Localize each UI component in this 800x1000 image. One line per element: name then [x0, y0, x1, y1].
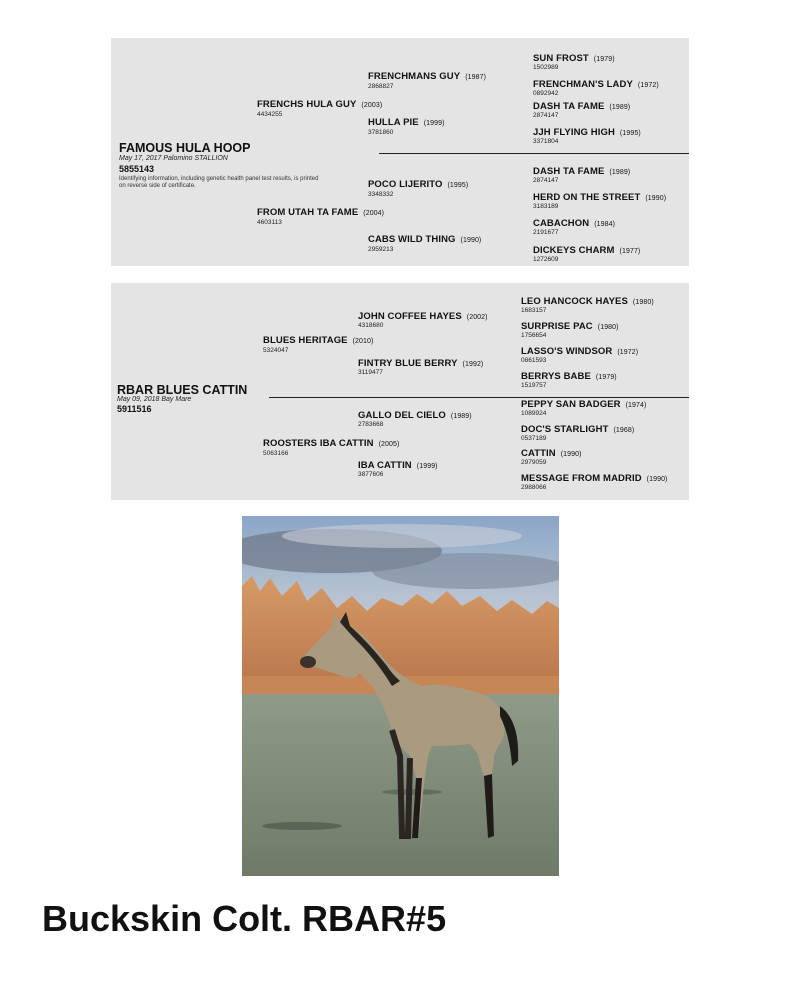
great-grandparent-reg: 2874147 — [533, 177, 559, 184]
great-grandparent-name: DASH TA FAME (1989) — [533, 101, 631, 112]
great-grandparent-reg: 0861593 — [521, 357, 547, 364]
grandparent-reg: 3348332 — [368, 191, 394, 198]
foal-photo — [242, 516, 559, 876]
great-grandparent-name: PEPPY SAN BADGER (1974) — [521, 399, 647, 410]
sire-name: FRENCHS HULA GUY (2003) — [257, 99, 383, 110]
foal-photo-illustration — [242, 516, 559, 876]
grandparent-reg: 2959213 — [368, 246, 394, 253]
dam-reg: 5063166 — [263, 450, 289, 457]
grandparent-name: IBA CATTIN (1999) — [358, 460, 438, 471]
great-grandparent-reg: 1272609 — [533, 256, 559, 263]
great-grandparent-name: DICKEYS CHARM (1977) — [533, 245, 641, 256]
great-grandparent-reg: 3183189 — [533, 203, 559, 210]
subject-reg: 5855143 — [119, 164, 155, 174]
grandparent-reg: 2783668 — [358, 421, 384, 428]
subject-name: FAMOUS HULA HOOP — [119, 141, 251, 155]
great-grandparent-reg: 2191677 — [533, 229, 559, 236]
great-grandparent-reg: 2874147 — [533, 112, 559, 119]
grandparent-name: FRENCHMANS GUY (1987) — [368, 71, 487, 82]
great-grandparent-reg: 1683157 — [521, 307, 547, 314]
grandparent-name: FINTRY BLUE BERRY (1992) — [358, 358, 484, 369]
sire-name: BLUES HERITAGE (2010) — [263, 335, 374, 346]
great-grandparent-name: CATTIN (1990) — [521, 448, 582, 459]
dam-name: FROM UTAH TA FAME (2004) — [257, 207, 385, 218]
great-grandparent-reg: 1502989 — [533, 64, 559, 71]
great-grandparent-name: MESSAGE FROM MADRID (1990) — [521, 473, 668, 484]
great-grandparent-reg: 1756654 — [521, 332, 547, 339]
dam-reg: 4603113 — [257, 219, 282, 226]
grandparent-name: POCO LIJERITO (1995) — [368, 179, 469, 190]
dam-pedigree-card — [111, 283, 689, 500]
grandparent-name: JOHN COFFEE HAYES (2002) — [358, 311, 488, 322]
great-grandparent-name: SUN FROST (1979) — [533, 53, 615, 64]
subject-info: May 09, 2018 Bay Mare — [117, 396, 192, 403]
dam-name: ROOSTERS IBA CATTIN (2005) — [263, 438, 400, 449]
great-grandparent-reg: 1089924 — [521, 410, 547, 417]
grandparent-reg: 2868827 — [368, 83, 394, 90]
grandparent-reg: 4318680 — [358, 322, 384, 329]
grandparent-name: HULLA PIE (1999) — [368, 117, 445, 128]
great-grandparent-name: FRENCHMAN'S LADY (1972) — [533, 79, 659, 90]
grandparent-reg: 3119477 — [358, 369, 383, 376]
subject-info: May 17, 2017 Palomino STALLION — [119, 155, 228, 162]
great-grandparent-name: CABACHON (1984) — [533, 218, 616, 229]
grandparent-name: CABS WILD THING (1990) — [368, 234, 482, 245]
great-grandparent-reg: 0892942 — [533, 90, 559, 97]
caption: Buckskin Colt. RBAR#5 — [42, 898, 447, 939]
great-grandparent-name: HERD ON THE STREET (1990) — [533, 192, 667, 203]
sire-reg: 5324047 — [263, 347, 289, 354]
subject-name: RBAR BLUES CATTIN — [117, 383, 248, 397]
great-grandparent-reg: 1519757 — [521, 382, 547, 389]
grandparent-reg: 3781860 — [368, 129, 394, 136]
grandparent-reg: 3877606 — [358, 471, 384, 478]
great-grandparent-name: LASSO'S WINDSOR (1972) — [521, 346, 639, 357]
sire-pedigree-card — [111, 38, 689, 266]
great-grandparent-name: BERRYS BABE (1979) — [521, 371, 617, 382]
sire-reg: 4434255 — [257, 111, 283, 118]
great-grandparent-name: LEO HANCOCK HAYES (1980) — [521, 296, 654, 307]
great-grandparent-name: DOC'S STARLIGHT (1968) — [521, 424, 635, 435]
great-grandparent-reg: 2979059 — [521, 459, 547, 466]
subject-reg: 5911516 — [117, 404, 152, 414]
great-grandparent-name: JJH FLYING HIGH (1995) — [533, 127, 641, 138]
great-grandparent-reg: 2988066 — [521, 484, 547, 491]
pedigree-line — [379, 153, 689, 154]
great-grandparent-reg: 0537189 — [521, 435, 547, 442]
great-grandparent-name: DASH TA FAME (1989) — [533, 166, 631, 177]
great-grandparent-reg: 3371804 — [533, 138, 559, 145]
pedigree-line — [269, 397, 689, 398]
subject-note: Identifying information, including genetic health panel test results, is printed on reverse side of certificate. — [119, 176, 319, 189]
grandparent-name: GALLO DEL CIELO (1989) — [358, 410, 472, 421]
great-grandparent-name: SURPRISE PAC (1980) — [521, 321, 619, 332]
